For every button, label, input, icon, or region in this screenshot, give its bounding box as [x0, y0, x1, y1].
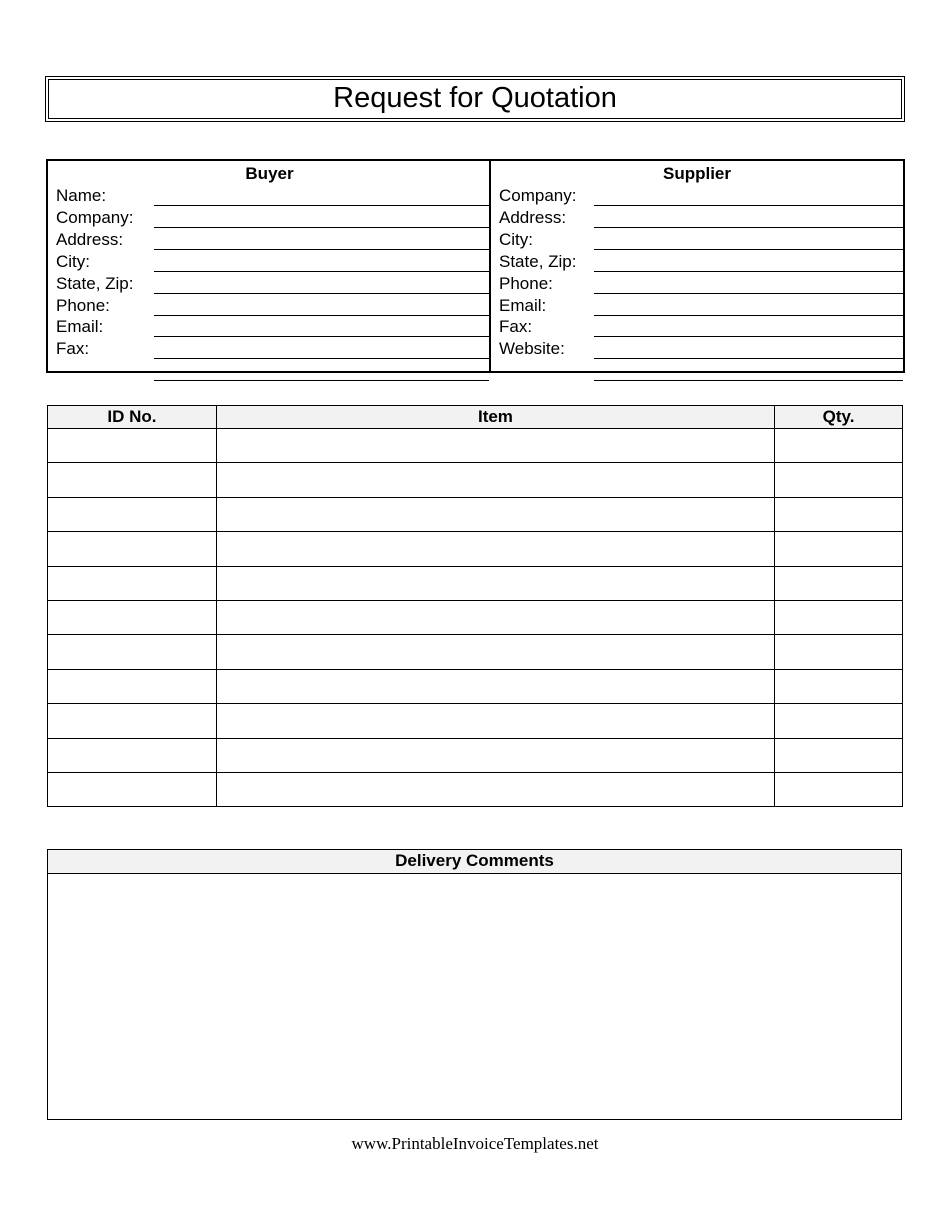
table-row: [48, 532, 903, 566]
buyer-field-input-line[interactable]: [154, 336, 489, 337]
table-row: [48, 463, 903, 497]
supplier-field-label: [499, 315, 532, 337]
qty-cell[interactable]: [775, 738, 903, 772]
supplier-panel: [491, 161, 903, 371]
header-qty: Qty.: [775, 406, 903, 429]
buyer-field-label: [56, 294, 110, 316]
buyer-field-input-line[interactable]: [154, 315, 489, 316]
items-header-row: [48, 406, 903, 429]
buyer-field-label: [56, 184, 106, 206]
id-cell[interactable]: [48, 704, 217, 738]
qty-cell[interactable]: [775, 600, 903, 634]
buyer-field-label: [56, 337, 89, 359]
id-cell[interactable]: [48, 635, 217, 669]
table-row: [48, 704, 903, 738]
supplier-label-text: State, Zip:: [499, 251, 577, 271]
supplier-label-text: Address:: [499, 207, 567, 227]
buyer-label-text: State, Zip:: [56, 273, 134, 293]
id-cell[interactable]: [48, 463, 217, 497]
title-frame: [45, 76, 905, 122]
buyer-field-input-line[interactable]: [154, 249, 489, 250]
supplier-heading: Supplier: [662, 164, 731, 183]
qty-cell[interactable]: [775, 463, 903, 497]
id-cell[interactable]: [48, 532, 217, 566]
items-table: [47, 405, 903, 807]
item-cell[interactable]: [216, 429, 774, 463]
header-item: Item: [216, 406, 774, 429]
page-title: Request for Quotation: [48, 79, 902, 119]
supplier-label-text: Website:: [499, 339, 565, 359]
id-cell[interactable]: [48, 669, 217, 703]
table-row: [48, 566, 903, 600]
table-row: [48, 772, 903, 806]
item-cell[interactable]: [216, 772, 774, 806]
supplier-field-input-line[interactable]: [594, 293, 903, 294]
supplier-field-input-line[interactable]: [594, 271, 903, 272]
item-cell[interactable]: [216, 497, 774, 531]
id-cell[interactable]: [48, 600, 217, 634]
buyer-field-label: [56, 206, 133, 228]
supplier-field-input-line[interactable]: [594, 380, 903, 381]
supplier-field-label: [499, 272, 553, 294]
qty-cell[interactable]: [775, 429, 903, 463]
table-row: [48, 635, 903, 669]
item-cell[interactable]: [216, 532, 774, 566]
table-row: [48, 738, 903, 772]
table-row: [48, 429, 903, 463]
id-cell[interactable]: [48, 772, 217, 806]
buyer-label-text: Company:: [56, 207, 134, 227]
qty-cell[interactable]: [775, 566, 903, 600]
item-cell[interactable]: [216, 669, 774, 703]
buyer-field-input-line[interactable]: [154, 271, 489, 272]
supplier-field-input-line[interactable]: [594, 227, 903, 228]
item-cell[interactable]: [216, 738, 774, 772]
supplier-field-label: [499, 184, 576, 206]
item-cell[interactable]: [216, 600, 774, 634]
buyer-field-input-line[interactable]: [154, 227, 489, 228]
supplier-label-text: Company:: [499, 186, 577, 205]
delivery-comments-box: [47, 849, 902, 1120]
buyer-field-label: [56, 315, 103, 337]
buyer-field-input-line[interactable]: [154, 205, 489, 206]
supplier-label-text: Fax:: [499, 317, 533, 337]
id-cell[interactable]: [48, 429, 217, 463]
supplier-field-label: [499, 337, 565, 359]
table-row: [48, 497, 903, 531]
buyer-heading: Buyer: [245, 164, 294, 183]
header-id-no: ID No.: [48, 406, 217, 429]
buyer-label-text: Address:: [56, 229, 124, 249]
supplier-field-input-line[interactable]: [594, 336, 903, 337]
supplier-label-text: Phone:: [499, 273, 553, 293]
party-section: [46, 159, 905, 373]
supplier-field-input-line[interactable]: [594, 358, 903, 359]
qty-cell[interactable]: [775, 635, 903, 669]
qty-cell[interactable]: [775, 497, 903, 531]
buyer-field-label: [56, 228, 123, 250]
supplier-field-input-line[interactable]: [594, 249, 903, 250]
delivery-comments-input[interactable]: [48, 874, 901, 1119]
buyer-field-label: [56, 272, 133, 294]
buyer-label-text: Phone:: [56, 295, 110, 315]
buyer-label-text: City:: [56, 251, 90, 271]
table-row: [48, 669, 903, 703]
qty-cell[interactable]: [775, 772, 903, 806]
buyer-field-label: [56, 250, 90, 272]
id-cell[interactable]: [48, 566, 217, 600]
item-cell[interactable]: [216, 704, 774, 738]
item-cell[interactable]: [216, 635, 774, 669]
item-cell[interactable]: [216, 463, 774, 497]
qty-cell[interactable]: [775, 704, 903, 738]
supplier-field-label: [499, 206, 566, 228]
buyer-panel: [48, 161, 491, 371]
item-cell[interactable]: [216, 566, 774, 600]
id-cell[interactable]: [48, 497, 217, 531]
supplier-field-label: [499, 250, 576, 272]
buyer-label-text: Fax:: [56, 339, 90, 359]
supplier-label-text: City:: [499, 229, 533, 249]
delivery-comments-heading: Delivery Comments: [48, 850, 901, 874]
supplier-field-input-line[interactable]: [594, 205, 903, 206]
buyer-field-input-line[interactable]: [154, 293, 489, 294]
buyer-field-input-line[interactable]: [154, 380, 489, 381]
qty-cell[interactable]: [775, 669, 903, 703]
supplier-field-label: [499, 294, 546, 316]
supplier-field-label: [499, 228, 533, 250]
id-cell[interactable]: [48, 738, 217, 772]
supplier-label-text: Email:: [499, 295, 547, 315]
buyer-label-text: Email:: [56, 317, 104, 337]
qty-cell[interactable]: [775, 532, 903, 566]
buyer-field-input-line[interactable]: [154, 358, 489, 359]
buyer-label-text: Name:: [56, 186, 107, 205]
table-row: [48, 600, 903, 634]
footer-url: www.PrintableInvoiceTemplates.net: [351, 1134, 599, 1153]
supplier-field-input-line[interactable]: [594, 315, 903, 316]
